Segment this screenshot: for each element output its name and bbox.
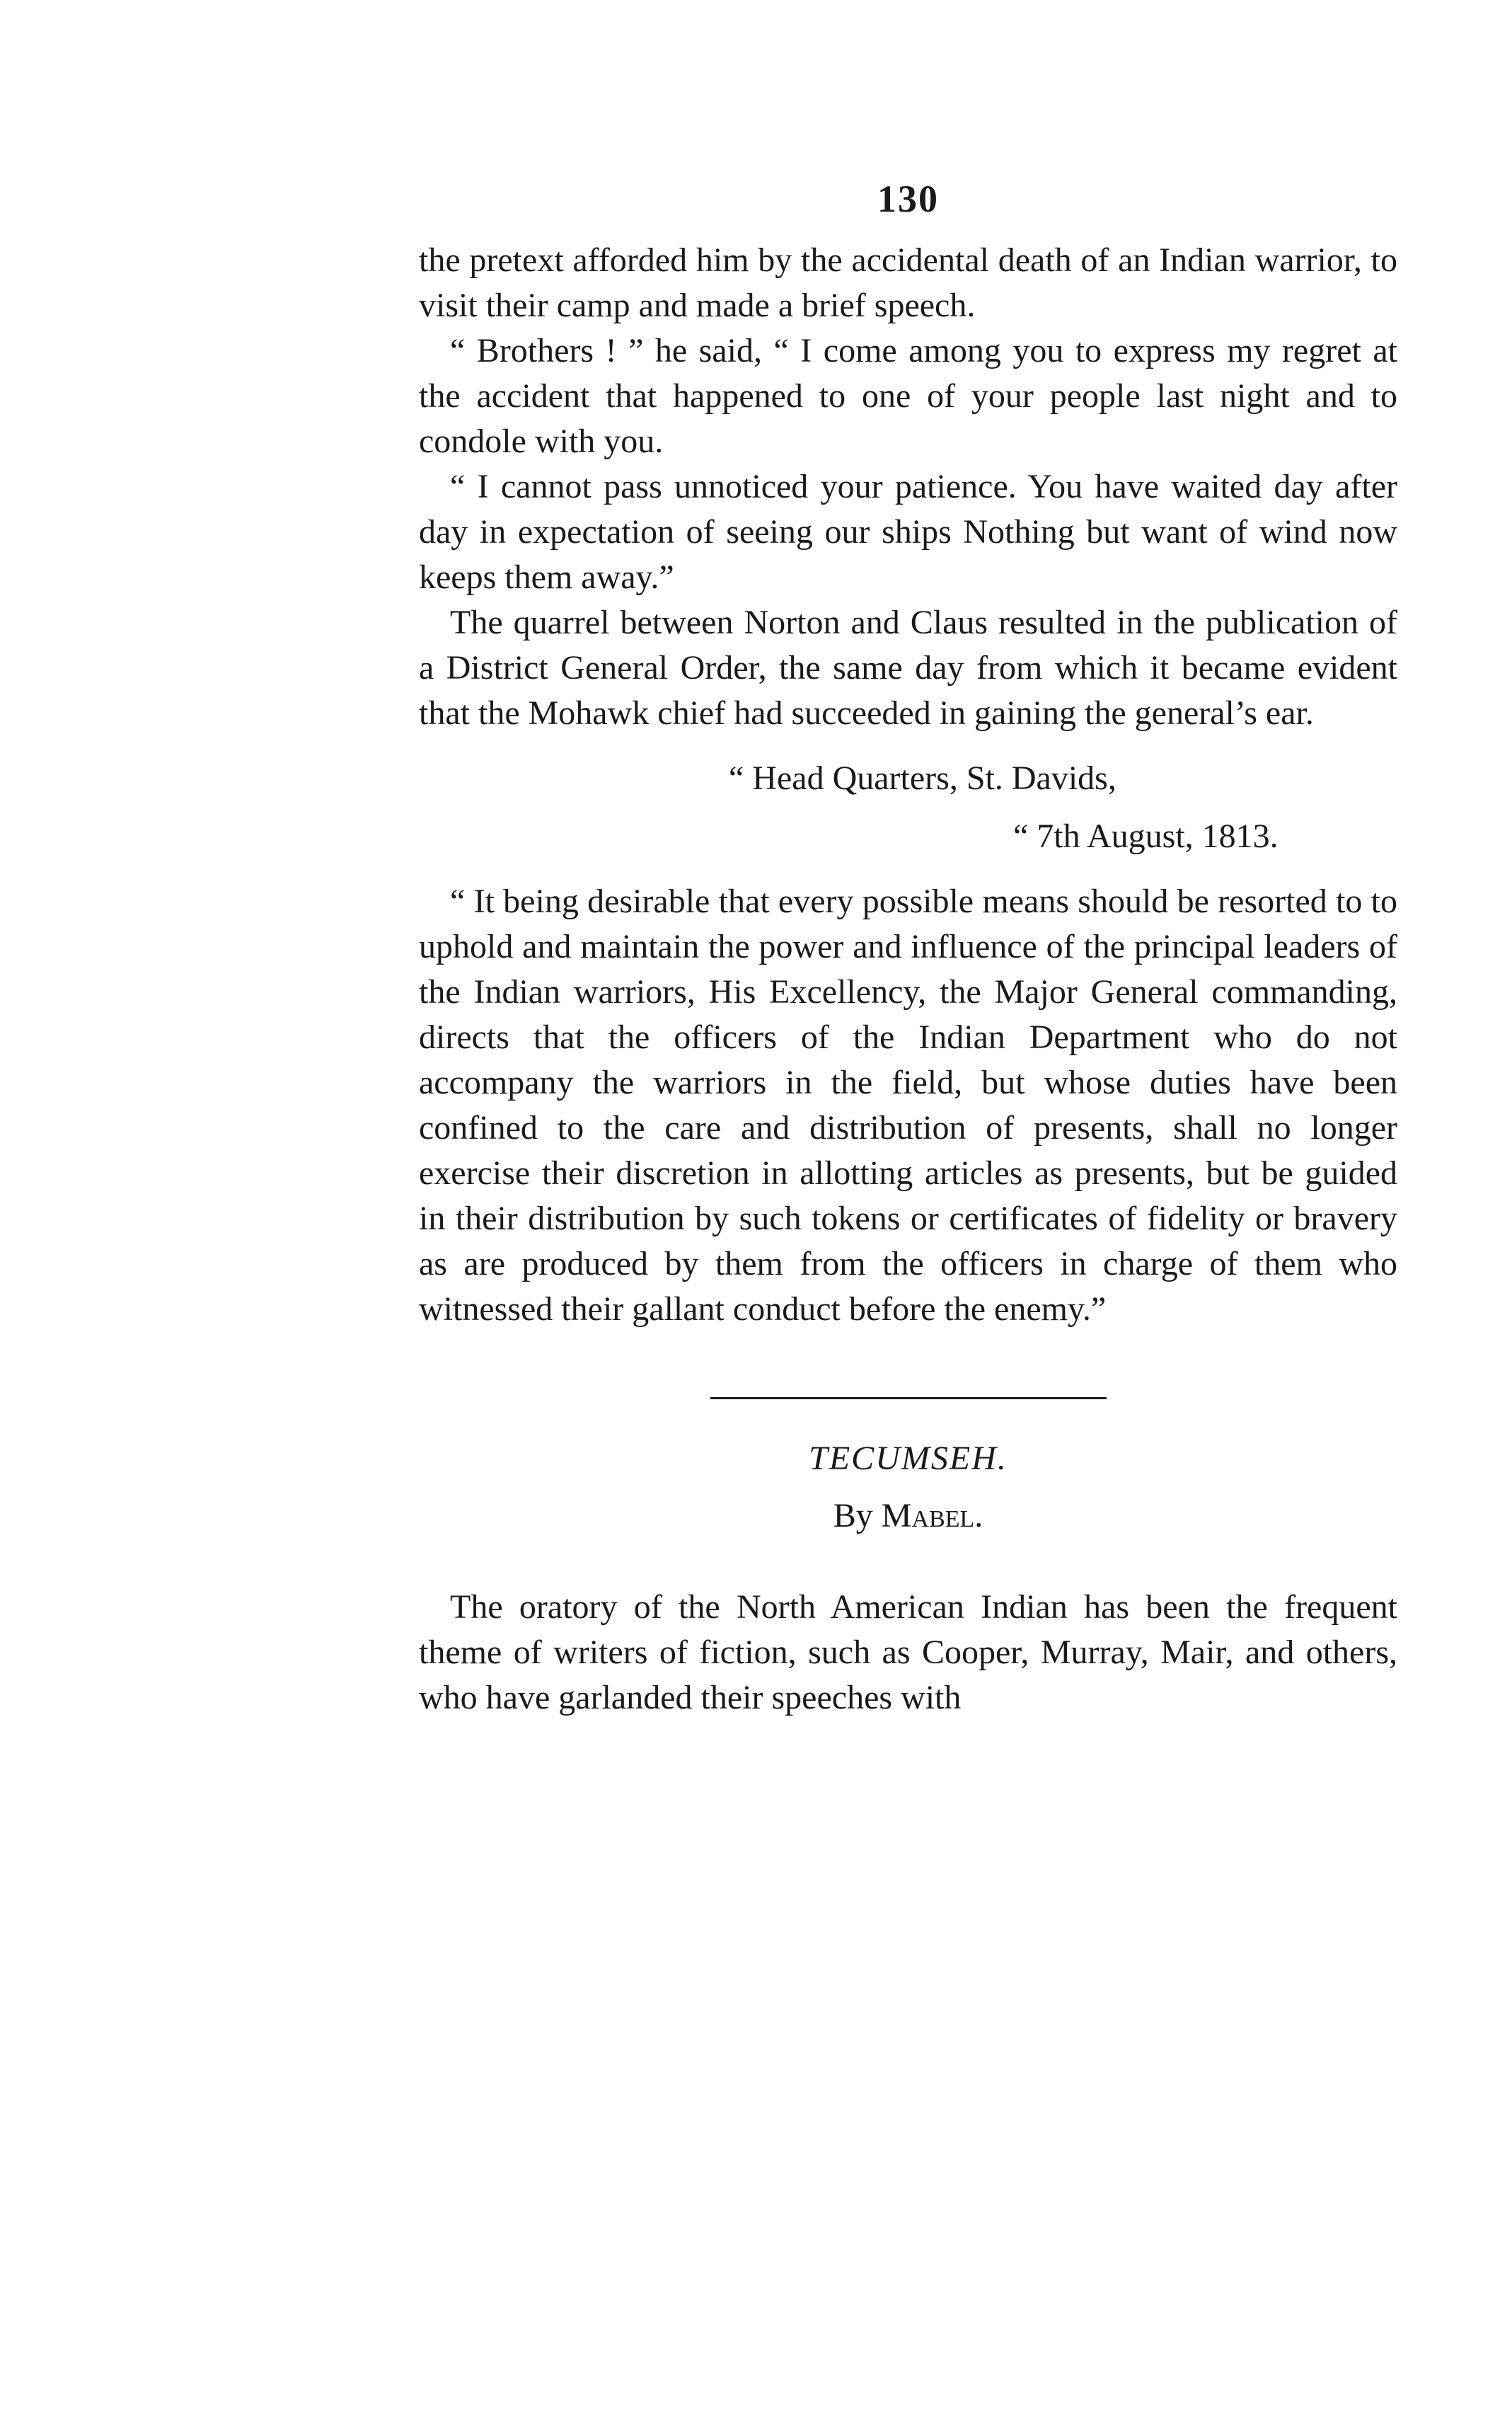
- page-number: 130: [877, 178, 939, 220]
- order-heading: “ Head Quarters, St. Davids,: [729, 759, 1116, 797]
- paragraph-patience: “ I cannot pass unnoticed your patience. You have waited day after day in expectation of seeing our ships Nothing but want of wind now keeps them away.”: [419, 468, 1397, 596]
- order-body: “ It being desirable that every possible means should be resorted to to uphold and maintain the power and influence of the principal leaders of the Indian warriors, His Excellency, the Major General commanding, directs that the officers of the Indian Department who do not accompany the warriors in the field, but whose duties have been confined to the care and distribution of presents, shall no longer exercise their discretion in allotting articles as presents, but be guided in their distribution by such tokens or certificates of fidelity or bravery as are produced by them from the officers in charge of them who witnessed their gallant conduct before the enemy.”: [419, 883, 1397, 1328]
- paragraph-quarrel: The quarrel between Norton and Claus resulted in the publication of a District General Order, the same day from which it became evident that the Mohawk chief had succeeded in gaining the general’s ear.: [419, 604, 1397, 732]
- byline-author: Mabel.: [881, 1497, 983, 1534]
- page-content: [419, 177, 1397, 1721]
- order-date: “ 7th August, 1813.: [1013, 817, 1279, 855]
- article-title: TECUMSEH.: [809, 1440, 1008, 1477]
- paragraph-continuation: the pretext afforded him by the accidental death of an Indian warrior, to visit their camp and made a brief speech.: [419, 241, 1397, 324]
- byline-prefix: By: [833, 1497, 873, 1534]
- article-byline: [419, 1496, 1397, 1535]
- section-divider: [710, 1397, 1107, 1399]
- paragraph-brothers-speech: “ Brothers ! ” he said, “ I come among you to express my regret at the accident that happened to one of your people last night and to condole with you.: [419, 332, 1397, 460]
- article-opening: The oratory of the North American Indian has been the frequent theme of writers of fiction, such as Cooper, Murray, Mair, and others, who have garlanded their speeches with: [419, 1588, 1397, 1716]
